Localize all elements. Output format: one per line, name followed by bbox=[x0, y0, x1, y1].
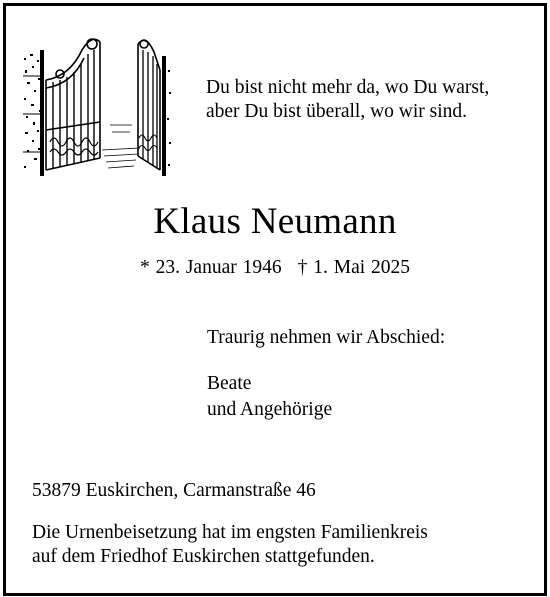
mourning-intro: Traurig nehmen wir Abschied: bbox=[207, 327, 446, 348]
burial-note-line-2: auf dem Friedhof Euskirchen stattgefunden. bbox=[32, 546, 375, 567]
burial-note-line-1: Die Urnenbeisetzung hat im engsten Familienkreis bbox=[32, 522, 428, 543]
birth-date: * 23. Januar 1946 bbox=[139, 257, 282, 278]
death-date: † 1. Mai 2025 bbox=[297, 257, 411, 278]
quote-line-2: aber Du bist überall, wo wir sind. bbox=[206, 101, 468, 122]
survivor-name: und Angehörige bbox=[207, 399, 333, 420]
life-dates bbox=[0, 257, 550, 279]
open-gate-icon bbox=[22, 30, 172, 176]
burial-note bbox=[32, 521, 428, 569]
deceased-name: Klaus Neumann bbox=[153, 201, 397, 242]
survivors-list bbox=[207, 371, 332, 423]
quote bbox=[206, 76, 489, 124]
survivor-name: Beate bbox=[207, 373, 252, 394]
quote-line-1: Du bist nicht mehr da, wo Du warst, bbox=[206, 77, 490, 98]
family-address: 53879 Euskirchen, Carmanstraße 46 bbox=[32, 480, 316, 501]
